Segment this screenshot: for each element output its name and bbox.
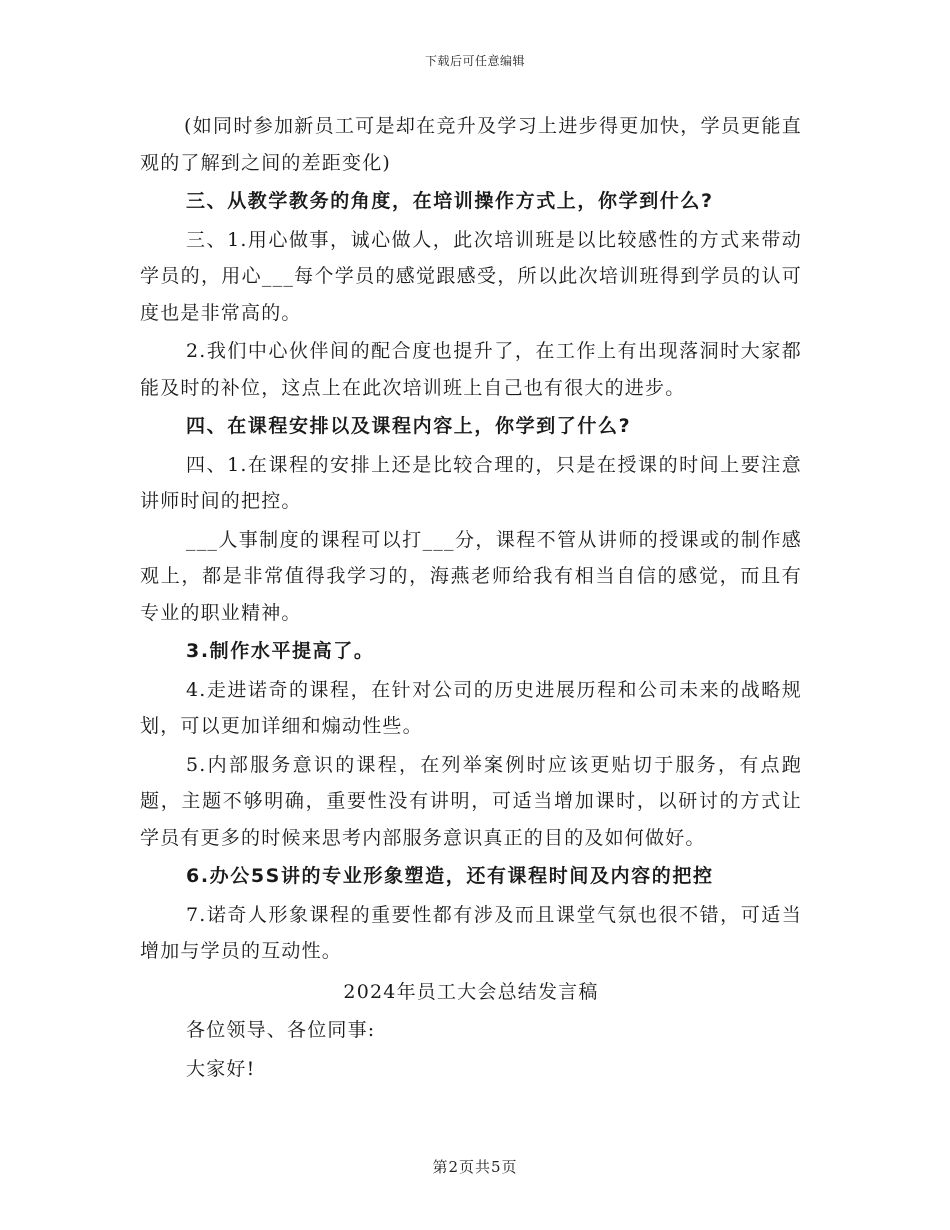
- paragraph-item-4-6: 6.办公5S讲的专业形象塑造，还有课程时间及内容的把控: [186, 865, 714, 887]
- paragraph-item-4-4: 4.走进诺奇的课程，在针对公司的历史进展历程和公司未来的战略规划，可以更加详细和煽动性些。: [140, 678, 802, 737]
- section-heading-4: 四、在课程安排以及课程内容上，你学到了什么?: [186, 415, 632, 437]
- paragraph-item-4-1: 四、1.在课程的安排上还是比较合理的，只是在授课的时间上要注意讲师时间的把控。: [140, 453, 802, 512]
- page-header-note: 下载后可任意编辑: [424, 54, 525, 68]
- hello-line: 大家好!: [186, 1057, 256, 1080]
- paragraph-parenthetical: (如同时参加新员工可是却在竞升及学习上进步得更加快，学员更能直观的了解到之间的差距变化): [140, 115, 802, 174]
- paragraph-item-3-2: 2.我们中心伙伴间的配合度也提升了，在工作上有出现落洞时大家都能及时的补位，这点上在此次培训班上自己也有很大的进步。: [140, 340, 802, 399]
- paragraph-item-4-3: 3.制作水平提高了。: [186, 640, 375, 662]
- document-body: [140, 108, 802, 1089]
- paragraph-item-4-7: 7.诺奇人形象课程的重要性都有涉及而且课堂气氛也很不错，可适当增加与学员的互动性。: [140, 903, 802, 962]
- greeting-line: 各位领导、各位同事:: [186, 1019, 376, 1041]
- paragraph-item-4-2: ___人事制度的课程可以打___分，课程不管从讲师的授课或的制作感观上，都是非常值得我学习的，海燕老师给我有相当自信的感觉，而且有专业的职业精神。: [140, 528, 802, 624]
- section-heading-3: 三、从教学教务的角度，在培训操作方式上，你学到什么?: [186, 190, 714, 212]
- document-title: 2024年员工大会总结发言稿: [343, 980, 599, 1003]
- paragraph-item-4-5: 5.内部服务意识的课程，在列举案例时应该更贴切于服务，有点跑题，主题不够明确，重要性没有讲明，可适当增加课时，以研讨的方式让学员有更多的时候来思考内部服务意识真正的目的及如何做好。: [140, 753, 802, 849]
- paragraph-item-3-1: 三、1.用心做事，诚心做人，此次培训班是以比较感性的方式来带动学员的，用心___每个学员的感觉跟感受，所以此次培训班得到学员的认可度也是非常高的。: [140, 228, 802, 324]
- page-number: 第2页共5页: [432, 1158, 518, 1176]
